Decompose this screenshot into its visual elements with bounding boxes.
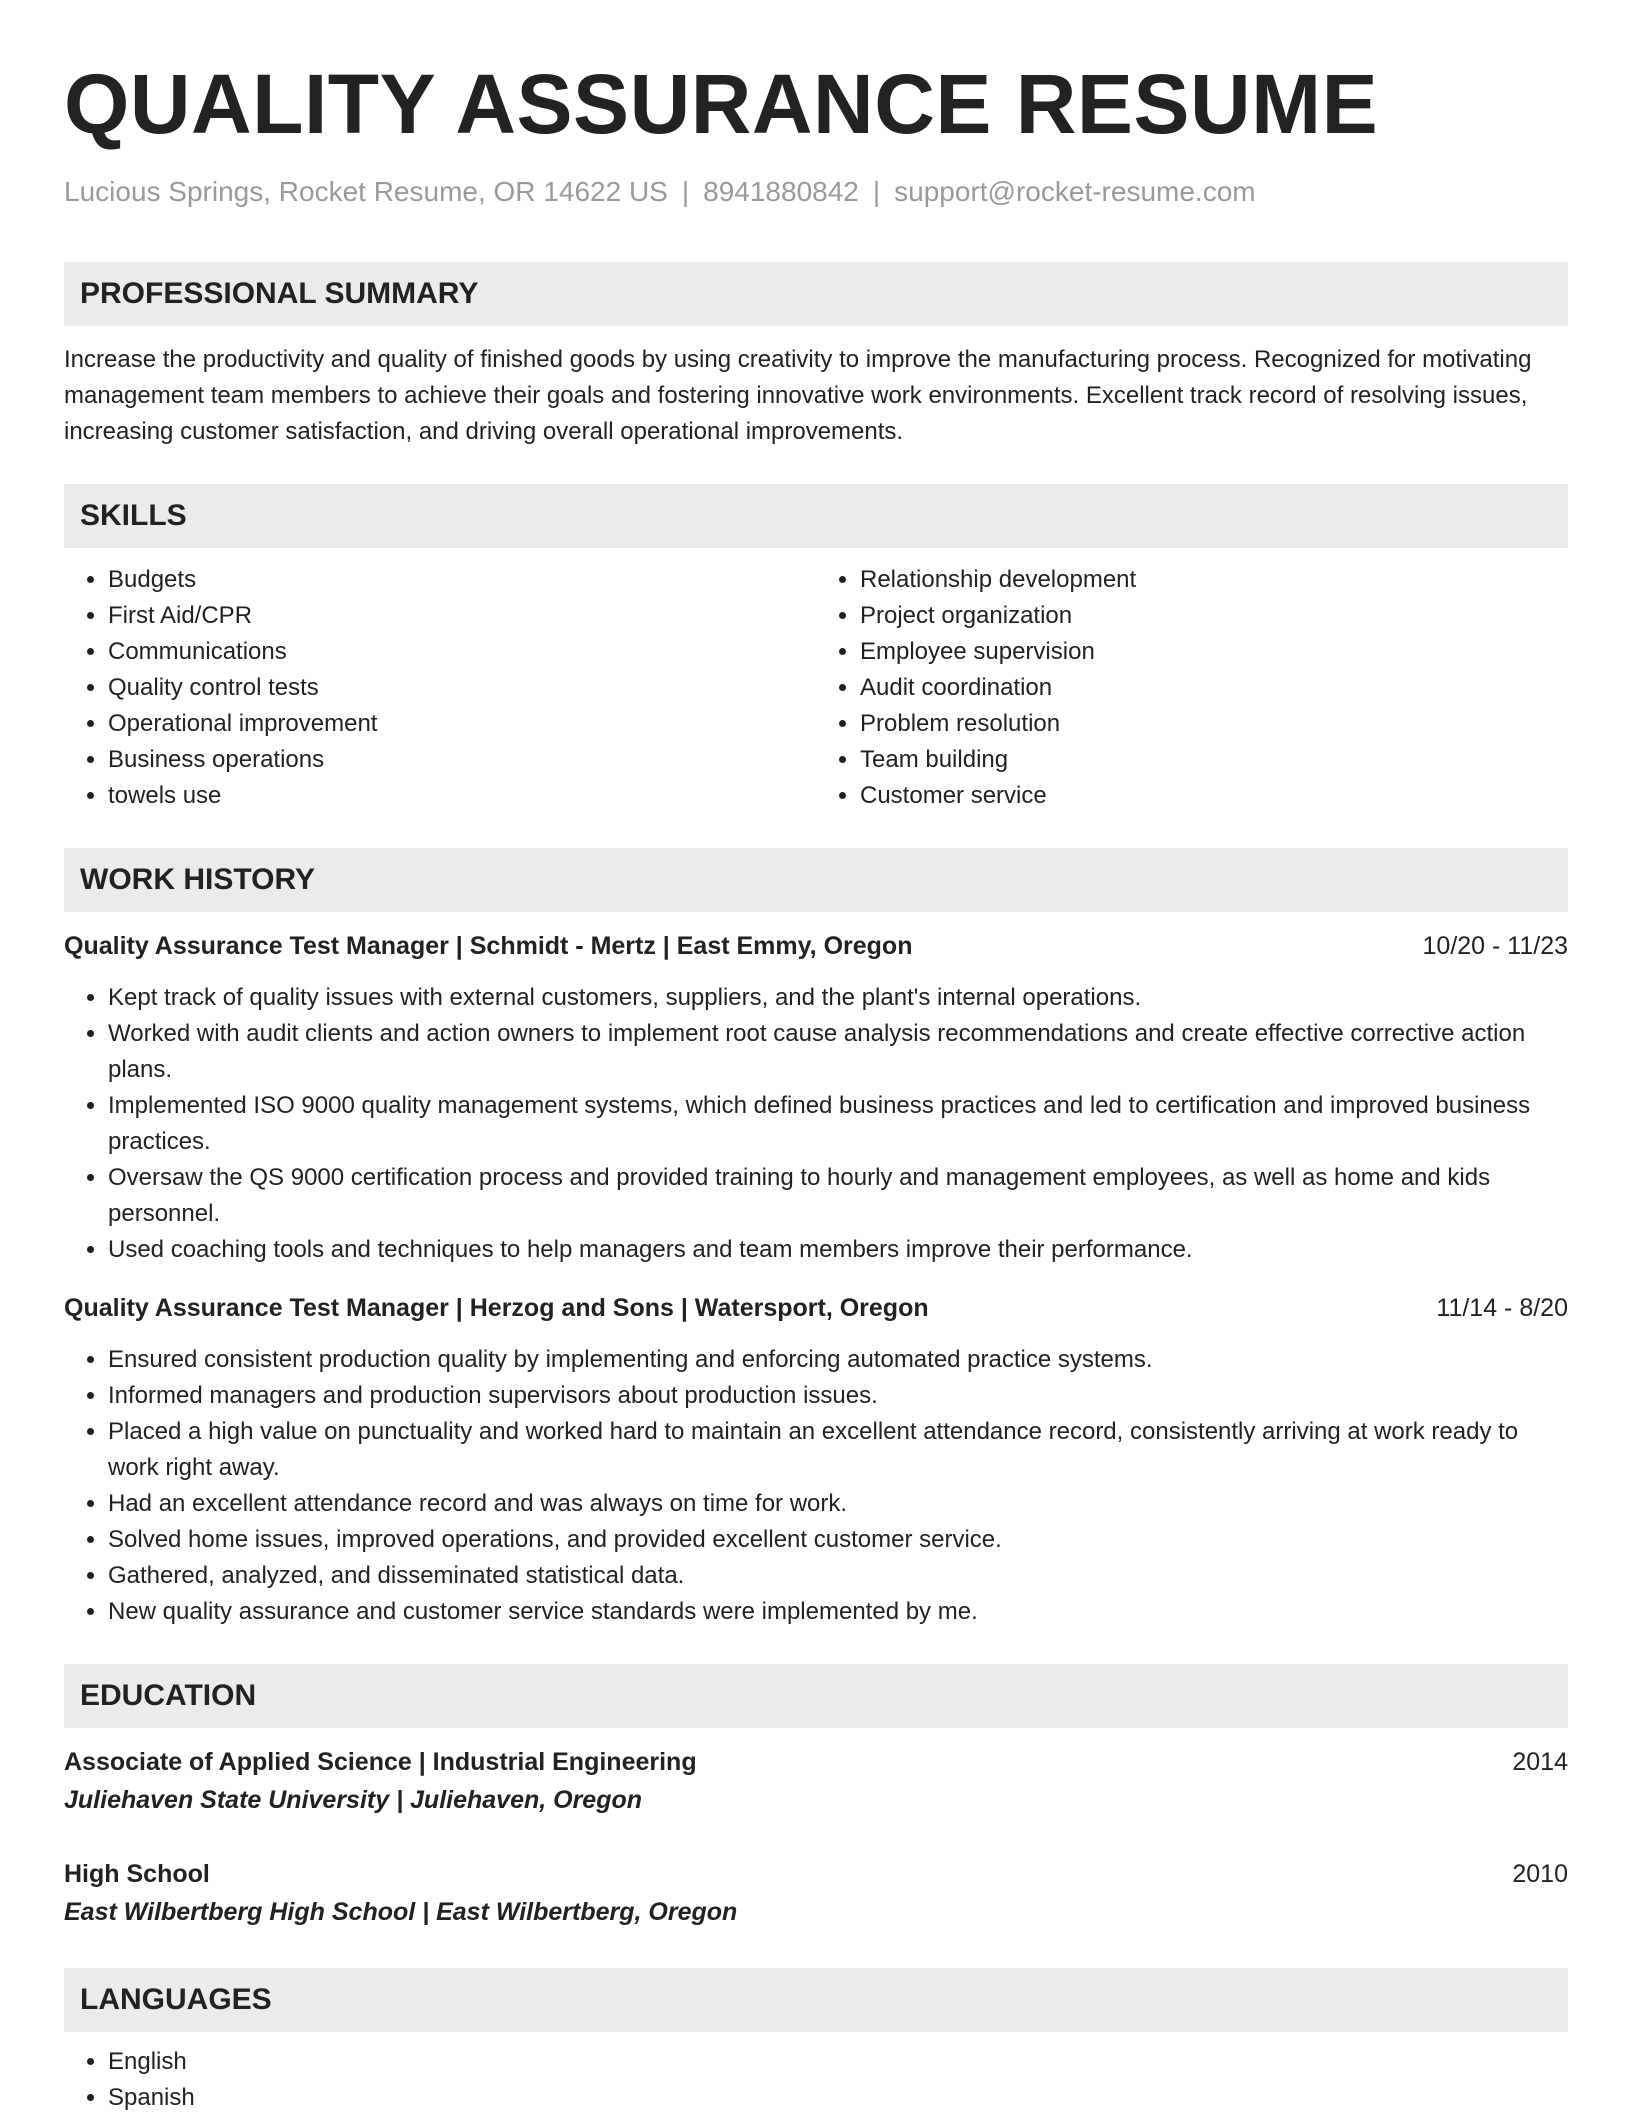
job-bullets <box>64 980 1568 1268</box>
contact-separator: | <box>872 176 881 207</box>
resume-title: QUALITY ASSURANCE RESUME <box>64 57 1379 151</box>
education-entry <box>64 1744 1568 1818</box>
education-year: 2014 <box>1512 1748 1568 1776</box>
education-year: 2010 <box>1512 1860 1568 1888</box>
education-entry <box>64 1856 1568 1930</box>
section-heading-languages: LANGUAGES <box>64 1968 1568 2032</box>
skills-column-right <box>816 562 1568 814</box>
skill-item: • Customer service <box>860 778 1568 814</box>
education-header <box>64 1856 1568 1892</box>
education-degree: High School <box>64 1860 210 1888</box>
skill-item: • Communications <box>108 634 816 670</box>
skill-item: • Operational improvement <box>108 706 816 742</box>
languages-list <box>64 2044 1568 2116</box>
skill-item: • Budgets <box>108 562 816 598</box>
education-school: Juliehaven State University | Juliehaven, Oregon <box>64 1786 643 1814</box>
contact-line <box>64 174 1568 210</box>
skill-item: • Quality control tests <box>108 670 816 706</box>
job-bullet: • Gathered, analyzed, and disseminated statistical data. <box>108 1558 1568 1594</box>
summary-text: Increase the productivity and quality of finished goods by using creativity to improve the manufacturing process. Recognized for motivating management team members to achieve their goals and fostering innovative work environments. Excellent track record of resolving issues, increasing customer satisfaction, and driving overall operational improvements. <box>64 346 1532 445</box>
contact-phone: 8941880842 <box>703 176 859 207</box>
skill-item: • towels use <box>108 778 816 814</box>
skills-column-left <box>64 562 816 814</box>
contact-separator: | <box>681 176 690 207</box>
contact-email: support@rocket-resume.com <box>894 176 1256 207</box>
skill-item: • Project organization <box>860 598 1568 634</box>
contact-address: Lucious Springs, Rocket Resume, OR 14622 US <box>64 176 668 207</box>
language-item: • Spanish <box>108 2080 1568 2116</box>
skill-item: • Team building <box>860 742 1568 778</box>
education-degree: Associate of Applied Science | Industrial Engineering <box>64 1748 697 1776</box>
job-bullet: • Placed a high value on punctuality and worked hard to maintain an excellent attendance record, consistently arriving at work ready to work right away. <box>108 1414 1568 1486</box>
education-header <box>64 1744 1568 1780</box>
job-bullet: • Solved home issues, improved operations, and provided excellent customer service. <box>108 1522 1568 1558</box>
job-dates: 10/20 - 11/23 <box>1422 932 1568 960</box>
job-bullet: • Kept track of quality issues with external customers, suppliers, and the plant's internal operations. <box>108 980 1568 1016</box>
education-school: East Wilbertberg High School | East Wilbertberg, Oregon <box>64 1898 738 1926</box>
job-bullet: • Used coaching tools and techniques to help managers and team members improve their performance. <box>108 1232 1568 1268</box>
skill-item: • Audit coordination <box>860 670 1568 706</box>
skills-list <box>64 562 1568 814</box>
language-item: • English <box>108 2044 1568 2080</box>
job-dates: 11/14 - 8/20 <box>1436 1294 1568 1322</box>
job-bullet: • New quality assurance and customer service standards were implemented by me. <box>108 1594 1568 1630</box>
job-title: Quality Assurance Test Manager | Herzog and Sons | Watersport, Oregon <box>64 1294 929 1322</box>
job-header <box>64 928 1568 964</box>
section-heading-work-history: WORK HISTORY <box>64 848 1568 912</box>
job-bullet: • Had an excellent attendance record and was always on time for work. <box>108 1486 1568 1522</box>
job-bullet: • Informed managers and production supervisors about production issues. <box>108 1378 1568 1414</box>
job-bullets <box>64 1342 1568 1630</box>
skill-item: • Employee supervision <box>860 634 1568 670</box>
job-bullet: • Ensured consistent production quality by implementing and enforcing automated practice systems. <box>108 1342 1568 1378</box>
skill-item: • Business operations <box>108 742 816 778</box>
section-heading-skills: SKILLS <box>64 484 1568 548</box>
skill-item: • Relationship development <box>860 562 1568 598</box>
skill-item: • First Aid/CPR <box>108 598 816 634</box>
section-heading-education: EDUCATION <box>64 1664 1568 1728</box>
job-title: Quality Assurance Test Manager | Schmidt - Mertz | East Emmy, Oregon <box>64 932 913 960</box>
skill-item: • Problem resolution <box>860 706 1568 742</box>
job-bullet: • Implemented ISO 9000 quality management systems, which defined business practices and led to certification and improved business practices. <box>108 1088 1568 1160</box>
section-heading-summary: PROFESSIONAL SUMMARY <box>64 262 1568 326</box>
job-bullet: • Oversaw the QS 9000 certification process and provided training to hourly and management employees, as well as home and kids personnel. <box>108 1160 1568 1232</box>
job-bullet: • Worked with audit clients and action owners to implement root cause analysis recommendations and create effective corrective action plans. <box>108 1016 1568 1088</box>
job-header <box>64 1290 1568 1326</box>
